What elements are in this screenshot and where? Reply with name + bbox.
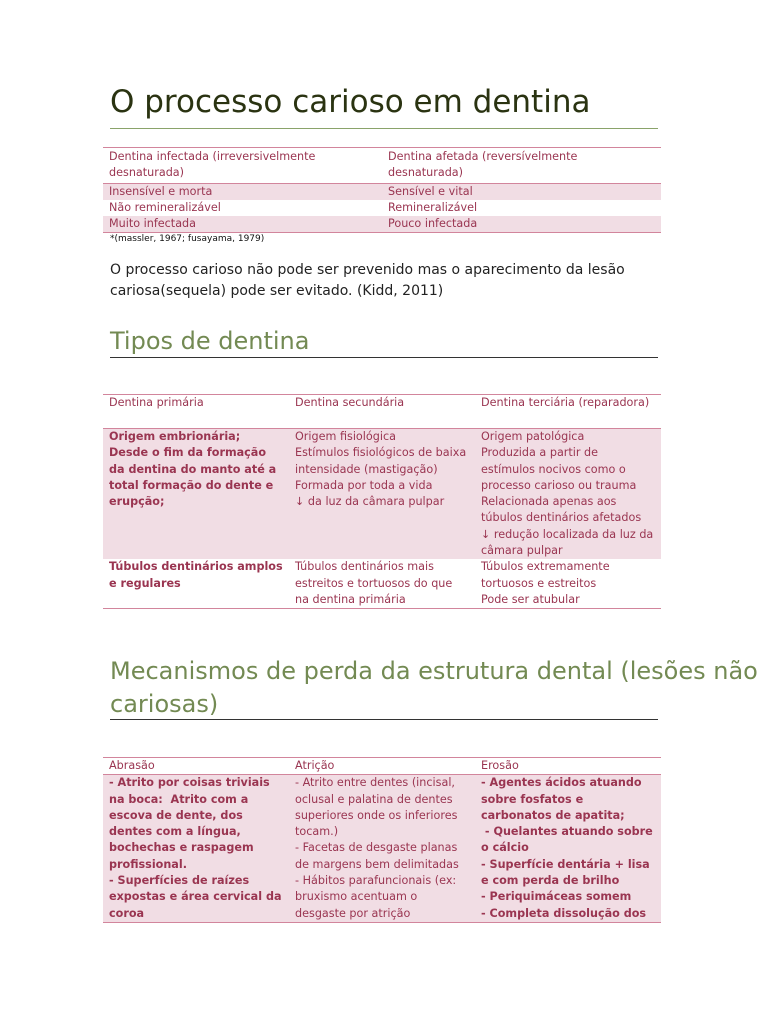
section-divider (110, 719, 658, 720)
cell-line: Estímulos fisiológicos de baixa intensidade (mastigação) (295, 446, 470, 476)
cell-line: Formada por toda a vida (295, 478, 433, 492)
cell-line: ↓ da luz da câmara pulpar (295, 495, 445, 509)
table-cell: Muito infectada (103, 216, 382, 233)
table-row (103, 183, 661, 200)
cell-line: - Superfícies de raízes expostas e área cervical da coroa (109, 874, 286, 920)
table-cell (289, 429, 475, 560)
table-cell (475, 429, 661, 560)
dentin-types-table (103, 394, 661, 609)
cell-line: - Superfície dentária + lisa e com perda de brilho (481, 857, 654, 888)
table-cell (289, 775, 475, 923)
table-row (103, 559, 661, 608)
cell-line: Relacionada apenas aos túbulos dentinários afetados (481, 495, 642, 525)
table-cell (475, 775, 661, 923)
table-cell: Remineralizável (382, 200, 661, 216)
table-row (103, 200, 661, 216)
cell-line: - Atrito por coisas triviais na boca: Atrito com a escova de dente, dos dentes com a língua, bochechas e raspagem profissional. (109, 776, 274, 871)
cell-line: Pode ser atubular (481, 592, 580, 606)
table-cell: Pouco infectada (382, 216, 661, 233)
table-header-cell: Erosão (475, 758, 661, 775)
table-cell (103, 429, 289, 560)
body-paragraph: O processo carioso não pode ser prevenido mas o aparecimento da lesão cariosa(sequela) pode ser evitado. (Kidd, 2011) (110, 262, 625, 299)
table-header-cell: Dentina primária (103, 395, 289, 429)
citation-note: *(massler, 1967; fusayama, 1979) (110, 234, 265, 244)
cell-line: ↓ redução localizada da luz da câmara pulpar (481, 527, 657, 558)
section-heading-mecanismos: Mecanismos de perda da estrutura dental (lesões não cariosas) (110, 657, 758, 718)
cell-line: Produzida a partir de estímulos nocivos como o processo carioso ou trauma (481, 446, 637, 492)
cell-line: Túbulos dentinários mais estreitos e tortuosos do que na dentina primária (295, 560, 456, 606)
non-carious-lesions-table (103, 757, 661, 923)
cell-line: - Periquimáceas somem (481, 890, 632, 904)
dentin-comparison-table (103, 147, 661, 233)
cell-line: - Agentes ácidos atuando sobre fosfatos e carbonatos de apatita; (481, 776, 646, 822)
cell-line: Origem embrionária; (109, 430, 241, 443)
cell-line: - Facetas de desgaste planas de margens bem delimitadas (295, 841, 461, 871)
cell-line: - Completa dissolução dos (481, 906, 647, 920)
table-row (103, 775, 661, 923)
table-cell (475, 559, 661, 608)
table-header-cell: Dentina secundária (289, 395, 475, 429)
cell-line: - Quelantes atuando sobre o cálcio (481, 825, 657, 855)
cell-line: Túbulos extremamente tortuosos e estreitos (481, 560, 614, 590)
page-title: O processo carioso em dentina (110, 84, 591, 120)
table-header-row (103, 758, 661, 775)
table-header-row (103, 395, 661, 429)
cell-line: Origem patológica (481, 430, 585, 443)
table-cell (103, 775, 289, 923)
cell-line: - Hábitos parafuncionais (ex: bruxismo acentuam o desgaste por atrição (295, 874, 460, 920)
table-header-cell: Dentina infectada (irreversivelmente desnaturada) (103, 148, 382, 184)
table-cell (289, 559, 475, 608)
cell-line: Túbulos dentinários amplos e regulares (109, 560, 287, 590)
table-header-cell: Abrasão (103, 758, 289, 775)
section-divider (110, 357, 658, 358)
title-divider (110, 128, 658, 129)
table-header-cell: Dentina afetada (reversívelmente desnaturada) (382, 148, 661, 184)
table-header-row (103, 148, 661, 184)
table-header-cell: Atrição (289, 758, 475, 775)
section-heading-tipos: Tipos de dentina (110, 327, 310, 355)
table-header-cell: Dentina terciária (reparadora) (475, 395, 661, 429)
cell-line: - Atrito entre dentes (incisal, oclusal e palatina de dentes superiores onde os inferiores tocam.) (295, 776, 461, 839)
table-cell (103, 559, 289, 608)
table-row (103, 216, 661, 233)
table-cell: Não remineralizável (103, 200, 382, 216)
table-row (103, 429, 661, 560)
table-cell: Sensível e vital (382, 183, 661, 200)
table-cell: Insensível e morta (103, 183, 382, 200)
cell-line: Origem fisiológica (295, 430, 396, 443)
cell-line: Desde o fim da formação da dentina do manto até a total formação do dente e erupção; (109, 446, 281, 509)
